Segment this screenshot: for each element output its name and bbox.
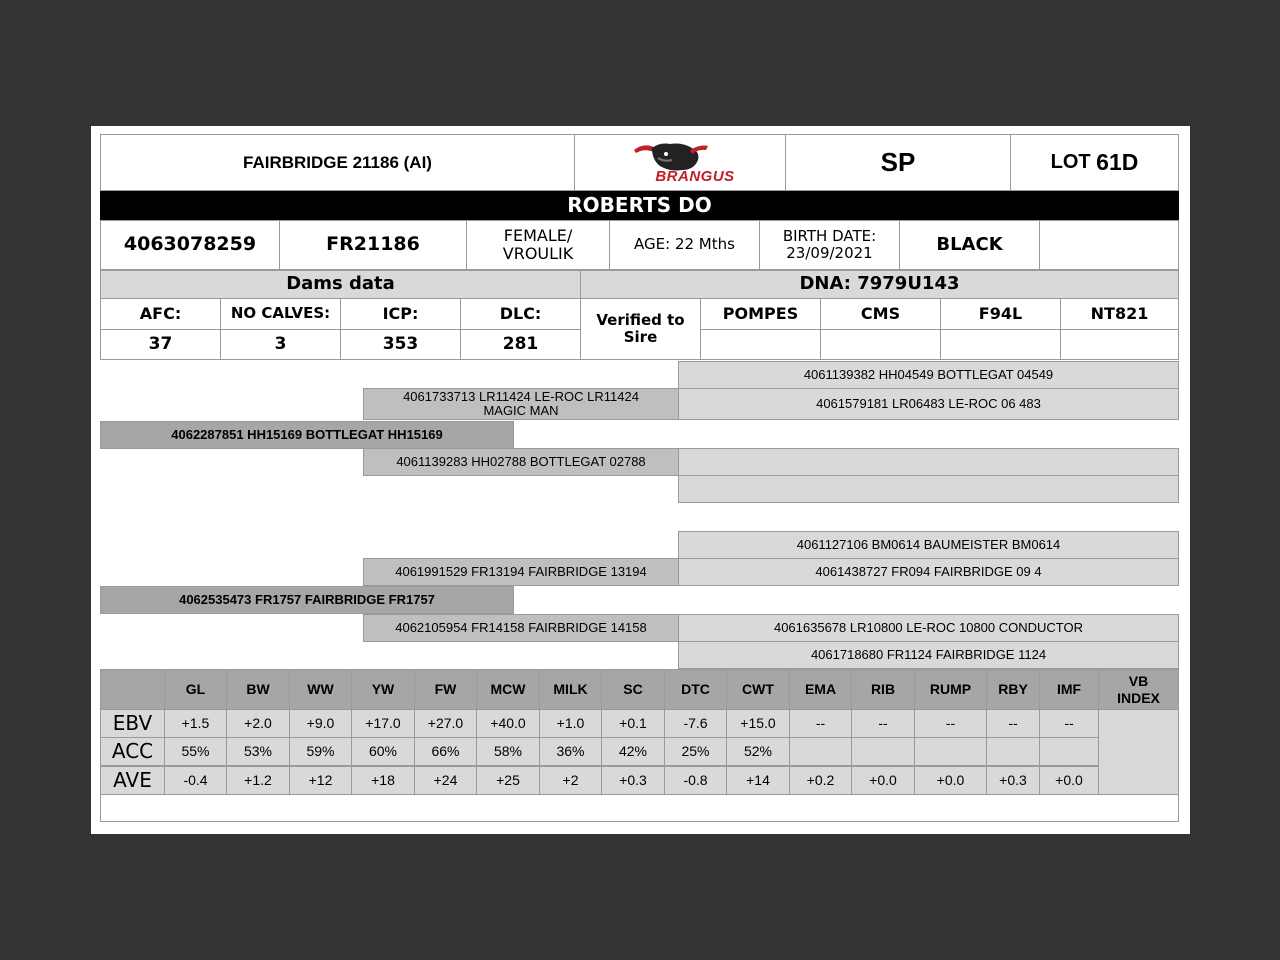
pedigree-dam-sire-sire: 4061127106 BM0614 BAUMEISTER BM0614 — [678, 531, 1179, 559]
ebv-cell-acc-cwt: 52% — [726, 737, 790, 766]
dna-title: DNA: 7979U143 — [580, 270, 1179, 299]
pedigree-sire-dam-dam — [678, 475, 1179, 503]
ebv-cell-ave-gl: -0.4 — [164, 766, 227, 795]
sire-sire-line2: MAGIC MAN — [483, 403, 559, 418]
ebv-header-rib: RIB — [851, 669, 915, 710]
ebv-cell-ebv-rby: -- — [986, 709, 1040, 738]
reg-number: 4063078259 — [100, 220, 280, 270]
ebv-cell-ave-bw: +1.2 — [226, 766, 290, 795]
dams-value-calves: 3 — [220, 329, 341, 360]
ebv-header-bw: BW — [226, 669, 290, 710]
verified-line2: Sire — [623, 328, 658, 346]
birth-date — [759, 220, 900, 270]
dna-result-cms — [820, 329, 941, 360]
ebv-cell-ebv-fw: +27.0 — [414, 709, 477, 738]
pedigree-sire-sire — [363, 388, 679, 420]
ebv-header-mcw: MCW — [476, 669, 540, 710]
lot-card — [91, 126, 1190, 834]
ebv-cell-acc-milk: 36% — [539, 737, 602, 766]
ebv-cell-acc-bw: 53% — [226, 737, 290, 766]
tag-number: FR21186 — [279, 220, 467, 270]
ebv-cell-acc-gl: 55% — [164, 737, 227, 766]
sire-sire-line1: 4061733713 LR11424 LE-ROC LR11424 — [403, 388, 639, 404]
pedigree-sire: 4062287851 HH15169 BOTTLEGAT HH15169 — [100, 421, 514, 449]
pedigree-dam-dam-dam: 4061718680 FR1124 FAIRBRIDGE 1124 — [678, 641, 1179, 669]
ebv-row-label-acc: ACC — [100, 737, 165, 766]
lot-prefix: LOT — [1050, 151, 1091, 173]
ebv-header-gl: GL — [164, 669, 227, 710]
ebv-header-cwt: CWT — [726, 669, 790, 710]
ebv-header-sc: SC — [601, 669, 665, 710]
ebv-cell-acc-ema — [789, 737, 852, 766]
age: AGE: 22 Mths — [609, 220, 760, 270]
ebv-cell-ave-sc: +0.3 — [601, 766, 665, 795]
dams-value-afc: 37 — [100, 329, 221, 360]
ebv-cell-ebv-cwt: +15.0 — [726, 709, 790, 738]
ebv-cell-acc-sc: 42% — [601, 737, 665, 766]
pedigree-sire-dam-sire — [678, 448, 1179, 476]
dams-header-icp: ICP: — [340, 298, 461, 330]
dna-result-pompes — [700, 329, 821, 360]
animal-name: FAIRBRIDGE 21186 (AI) — [100, 134, 575, 191]
dams-header-calves: NO CALVES: — [220, 298, 341, 330]
ebv-header-ema: EMA — [789, 669, 852, 710]
dams-value-icp: 353 — [340, 329, 461, 360]
ebv-cell-acc-ww: 59% — [289, 737, 352, 766]
ebv-header-dtc: DTC — [664, 669, 727, 710]
ebv-cell-acc-rby — [986, 737, 1040, 766]
ebv-cell-ebv-mcw: +40.0 — [476, 709, 540, 738]
ebv-vb-index-value — [1098, 709, 1179, 795]
dams-header-dlc: DLC: — [460, 298, 581, 330]
ebv-cell-acc-imf — [1039, 737, 1099, 766]
brangus-logo — [574, 134, 786, 191]
ebv-cell-ebv-yw: +17.0 — [351, 709, 415, 738]
colour: BLACK — [899, 220, 1040, 270]
dna-test-cms: CMS — [820, 298, 941, 330]
ebv-cell-acc-yw: 60% — [351, 737, 415, 766]
ebv-cell-acc-mcw: 58% — [476, 737, 540, 766]
verified-line1: Verified to — [596, 310, 685, 329]
birth-label: BIRTH DATE: — [782, 226, 877, 245]
sex-line2: VROULIK — [502, 244, 574, 263]
id-extra — [1039, 220, 1179, 270]
pedigree-dam: 4062535473 FR1757 FAIRBRIDGE FR1757 — [100, 586, 514, 614]
pedigree-sire-dam: 4061139283 HH02788 BOTTLEGAT 02788 — [363, 448, 679, 476]
ebv-cell-ave-ww: +12 — [289, 766, 352, 795]
sex-line1: FEMALE/ — [503, 225, 573, 245]
ebv-cell-ebv-rib: -- — [851, 709, 915, 738]
ebv-cell-ave-ema: +0.2 — [789, 766, 852, 795]
ebv-header-milk: MILK — [539, 669, 602, 710]
ebv-cell-ave-mcw: +25 — [476, 766, 540, 795]
owner-name: ROBERTS DO — [100, 191, 1179, 220]
ebv-cell-acc-rib — [851, 737, 915, 766]
pedigree-dam-sire-dam: 4061438727 FR094 FAIRBRIDGE 09 4 — [678, 558, 1179, 586]
ebv-header-corner — [100, 669, 165, 710]
pedigree-dam-dam: 4062105954 FR14158 FAIRBRIDGE 14158 — [363, 614, 679, 642]
ebv-cell-acc-fw: 66% — [414, 737, 477, 766]
dna-verified — [580, 298, 701, 360]
sex — [466, 220, 610, 270]
ebv-cell-ave-dtc: -0.8 — [664, 766, 727, 795]
ebv-cell-ave-milk: +2 — [539, 766, 602, 795]
ebv-cell-ebv-ema: -- — [789, 709, 852, 738]
dna-test-nt821: NT821 — [1060, 298, 1179, 330]
vb-index-line2: INDEX — [1117, 689, 1160, 706]
ebv-cell-ave-rump: +0.0 — [914, 766, 987, 795]
ebv-cell-ave-rby: +0.3 — [986, 766, 1040, 795]
ebv-cell-ebv-bw: +2.0 — [226, 709, 290, 738]
dna-result-nt821 — [1060, 329, 1179, 360]
ebv-cell-ave-cwt: +14 — [726, 766, 790, 795]
ebv-header-rump: RUMP — [914, 669, 987, 710]
ebv-cell-ave-fw: +24 — [414, 766, 477, 795]
ebv-cell-ave-imf: +0.0 — [1039, 766, 1099, 795]
pedigree-sire-sire-sire: 4061139382 HH04549 BOTTLEGAT 04549 — [678, 361, 1179, 389]
pedigree-dam-sire: 4061991529 FR13194 FAIRBRIDGE 13194 — [363, 558, 679, 586]
ebv-cell-ebv-rump: -- — [914, 709, 987, 738]
ebv-row-label-ebv: EBV — [100, 709, 165, 738]
dna-test-f94l: F94L — [940, 298, 1061, 330]
ebv-cell-acc-rump — [914, 737, 987, 766]
ebv-cell-acc-dtc: 25% — [664, 737, 727, 766]
ebv-cell-ave-yw: +18 — [351, 766, 415, 795]
pedigree-sire-sire-dam: 4061579181 LR06483 LE-ROC 06 483 — [678, 388, 1179, 420]
lot-number: 61D — [1096, 149, 1139, 176]
footer-note — [100, 793, 1179, 822]
ebv-cell-ebv-sc: +0.1 — [601, 709, 665, 738]
birth-value: 23/09/2021 — [786, 244, 873, 262]
dams-title: Dams data — [100, 270, 581, 299]
ebv-cell-ebv-dtc: -7.6 — [664, 709, 727, 738]
ebv-header-fw: FW — [414, 669, 477, 710]
ebv-cell-ebv-gl: +1.5 — [164, 709, 227, 738]
ebv-cell-ebv-milk: +1.0 — [539, 709, 602, 738]
ebv-cell-ebv-ww: +9.0 — [289, 709, 352, 738]
ebv-header-vb-index — [1098, 669, 1179, 710]
dams-header-afc: AFC: — [100, 298, 221, 330]
vb-index-line1: VB — [1128, 672, 1149, 689]
dams-value-dlc: 281 — [460, 329, 581, 360]
ebv-cell-ave-rib: +0.0 — [851, 766, 915, 795]
logo-text: BRANGUS — [655, 167, 735, 185]
dna-result-f94l — [940, 329, 1061, 360]
grade: SP — [785, 134, 1011, 191]
ebv-header-rby: RBY — [986, 669, 1040, 710]
ebv-header-ww: WW — [289, 669, 352, 710]
pedigree-dam-dam-sire: 4061635678 LR10800 LE-ROC 10800 CONDUCTOR — [678, 614, 1179, 642]
ebv-header-imf: IMF — [1039, 669, 1099, 710]
dna-test-pompes: POMPES — [700, 298, 821, 330]
ebv-row-label-ave: AVE — [100, 766, 165, 795]
ebv-cell-ebv-imf: -- — [1039, 709, 1099, 738]
lot-label — [1010, 134, 1179, 191]
ebv-header-yw: YW — [351, 669, 415, 710]
